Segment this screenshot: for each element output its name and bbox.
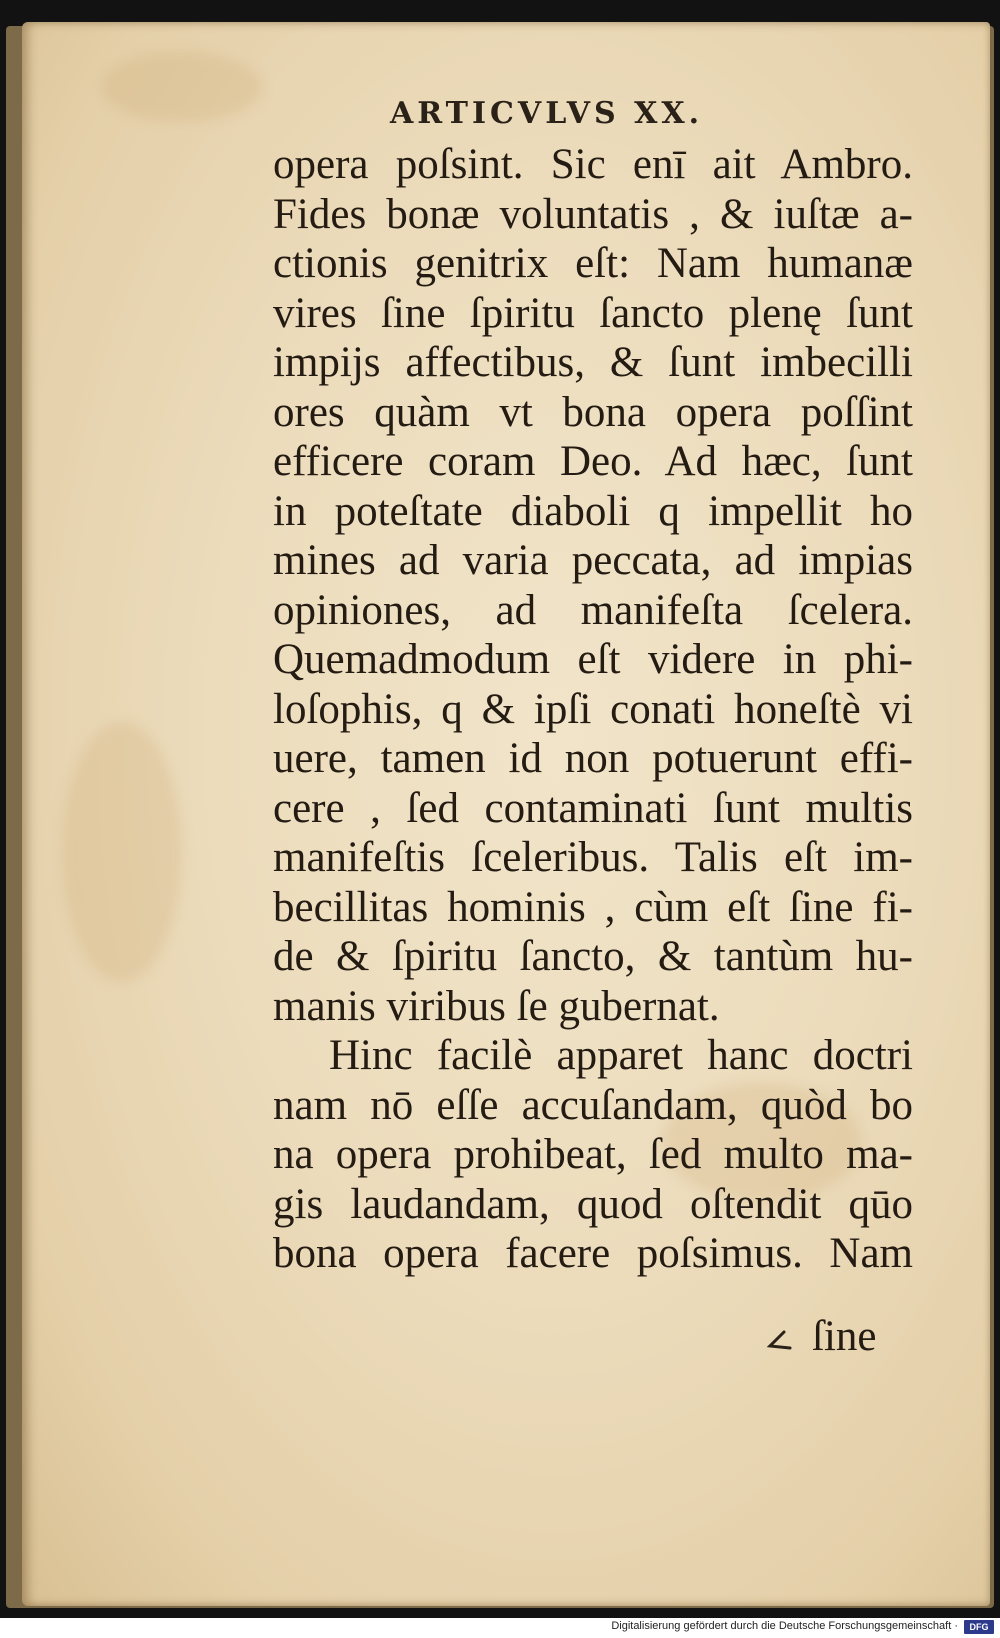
running-head: ARTICVLVS XX.: [390, 96, 704, 131]
text-line: Quemadmodum eſt videre in phi-: [273, 636, 913, 683]
text-line: loſophis, q & ipſi conati honeſtè vi: [273, 685, 913, 733]
text-line: opera poſsint. Sic enī ait Ambro.: [273, 141, 913, 188]
text-line: efficere coram Deo. Ad hæc, ſunt: [273, 438, 913, 485]
text-line: uere, tamen id non potuerunt effi-: [273, 735, 913, 782]
paper-stain: [62, 722, 182, 982]
paper-stain: [102, 52, 262, 122]
dfg-logo-icon: DFG: [964, 1620, 994, 1634]
text-line: manis viribus ſe gubernat.: [273, 982, 720, 1030]
ink-mark-icon: [764, 1330, 794, 1352]
footer-strip: [0, 1618, 1000, 1638]
text-line: gis laudandam, quod oſtendit qūo: [273, 1180, 913, 1228]
text-line: manifeſtis ſceleribus. Talis eſt im-: [273, 834, 913, 881]
text-line: impijs affectibus, & ſunt imbecilli: [273, 339, 913, 386]
text-line: nam nō eſſe accuſandam, quòd bo: [273, 1081, 913, 1129]
text-block: [273, 140, 923, 1279]
text-line: in poteſtate diaboli q impellit ho: [273, 487, 913, 535]
catchword: ſine: [812, 1313, 877, 1360]
text-line: Fides bonæ voluntatis , & iuſtæ a-: [273, 190, 913, 238]
text-line: vires ſine ſpiritu ſancto plenę ſunt: [273, 289, 913, 337]
text-line: de & ſpiritu ſancto, & tantùm hu-: [273, 933, 913, 980]
text-line: ctionis genitrix eſt: Nam humanæ: [273, 240, 913, 287]
text-line: mines ad varia peccata, ad impias: [273, 537, 913, 584]
text-line: becillitas hominis , cùm eſt ſine fi-: [273, 883, 913, 931]
footer-credit: Digitalisierung gefördert durch die Deutsche Forschungsgemeinschaft ·: [611, 1620, 958, 1632]
text-line: cere , ſed contaminati ſunt multis: [273, 784, 913, 832]
text-line: Hinc facilè apparet hanc doctri: [329, 1032, 913, 1079]
text-line: na opera prohibeat, ſed multo ma-: [273, 1131, 913, 1178]
text-line: ores quàm vt bona opera poſſint: [273, 388, 913, 436]
text-line: bona opera facere poſsimus. Nam: [273, 1230, 913, 1277]
text-line: opiniones, ad manifeſta ſcelera.: [273, 586, 913, 634]
